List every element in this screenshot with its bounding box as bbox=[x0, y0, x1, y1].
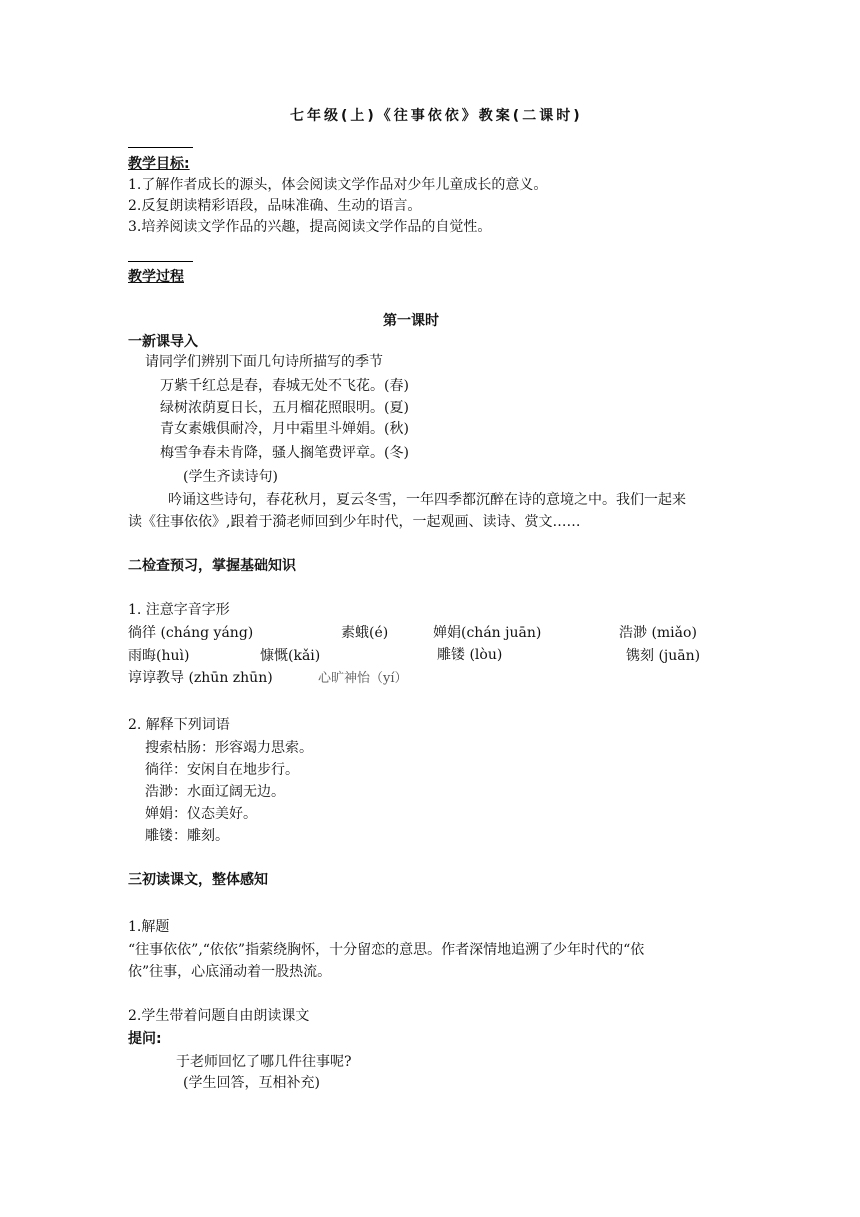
subheading: 1.解题 bbox=[128, 919, 170, 935]
vocab-word: 雕镂 (lòu) bbox=[437, 647, 503, 663]
answer-note: (学生回答，互相补充) bbox=[183, 1075, 320, 1091]
vocab-word: 慷慨(kǎi) bbox=[260, 648, 321, 664]
vocab-word: 心旷神怡（yí） bbox=[318, 671, 408, 686]
ask-label: 提问: bbox=[128, 1031, 162, 1047]
vocab-word: 镌刻 (juān) bbox=[626, 648, 701, 664]
vocab-word: 徜徉 (cháng yáng) bbox=[128, 625, 254, 641]
process-heading: 教学过程 bbox=[128, 269, 184, 285]
paragraph-line: 吟诵这些诗句，春花秋月，夏云冬雪，一年四季都沉醉在诗的意境之中。我们一起来 bbox=[168, 492, 686, 508]
poem-line: 万紫千红总是春，春城无处不飞花。(春) bbox=[160, 378, 409, 394]
divider bbox=[128, 261, 193, 262]
definition: 徜徉：安闲自在地步行。 bbox=[145, 762, 299, 778]
vocab-word: 浩渺 (miǎo) bbox=[619, 625, 697, 641]
question-text: 于老师回忆了哪几件往事呢? bbox=[176, 1054, 352, 1070]
objectives-heading: 教学目标: bbox=[128, 156, 190, 172]
vocab-word: 婵娟(chán juān) bbox=[433, 625, 542, 641]
paragraph-line: 读《往事依依》,跟着于漪老师回到少年时代，一起观画、读诗、赏文…… bbox=[128, 514, 581, 530]
definition: 浩渺：水面辽阔无边。 bbox=[145, 784, 285, 800]
section-heading: 三初读课文，整体感知 bbox=[128, 872, 268, 888]
vocab-word: 谆谆教导 (zhūn zhūn) bbox=[128, 670, 273, 686]
section-heading: 二检查预习，掌握基础知识 bbox=[128, 558, 296, 574]
subheading: 2.学生带着问题自由朗读课文 bbox=[128, 1008, 310, 1024]
poem-line: 绿树浓荫夏日长，五月榴花照眼明。(夏) bbox=[160, 400, 409, 416]
poem-line: 青女素娥俱耐冷，月中霜里斗婵娟。(秋) bbox=[160, 421, 409, 437]
divider bbox=[128, 147, 193, 148]
vocab-word: 素蛾(é) bbox=[341, 625, 389, 641]
document-title: 七年级(上)《往事依依》教案(二课时) bbox=[290, 108, 583, 124]
intro-text: 请同学们辨别下面几句诗所描写的季节 bbox=[145, 354, 383, 370]
poem-line: 梅雪争春未肯降，骚人搁笔费评章。(冬) bbox=[160, 445, 409, 461]
lesson-title: 第一课时 bbox=[383, 313, 439, 329]
subheading: 1. 注意字音字形 bbox=[128, 602, 230, 618]
subheading: 2. 解释下列词语 bbox=[128, 717, 230, 733]
vocab-word: 雨晦(huì) bbox=[128, 648, 190, 664]
objective-item: 2.反复朗读精彩语段，品味准确、生动的语言。 bbox=[128, 198, 422, 214]
section-heading: 一新课导入 bbox=[128, 334, 198, 350]
objective-item: 3.培养阅读文学作品的兴趣，提高阅读文学作品的自觉性。 bbox=[128, 219, 492, 235]
paragraph-line: 依”往事，心底涌动着一股热流。 bbox=[128, 964, 332, 980]
student-note: (学生齐读诗句) bbox=[183, 469, 278, 485]
definition: 雕镂：雕刻。 bbox=[145, 828, 229, 844]
objective-item: 1.了解作者成长的源头，体会阅读文学作品对少年儿童成长的意义。 bbox=[128, 177, 548, 193]
paragraph-line: “往事依依”,“依依”指萦绕胸怀，十分留恋的意思。作者深情地追溯了少年时代的“依 bbox=[128, 942, 645, 958]
definition: 婵娟：仪态美好。 bbox=[145, 806, 257, 822]
definition: 搜索枯肠：形容竭力思索。 bbox=[145, 740, 313, 756]
